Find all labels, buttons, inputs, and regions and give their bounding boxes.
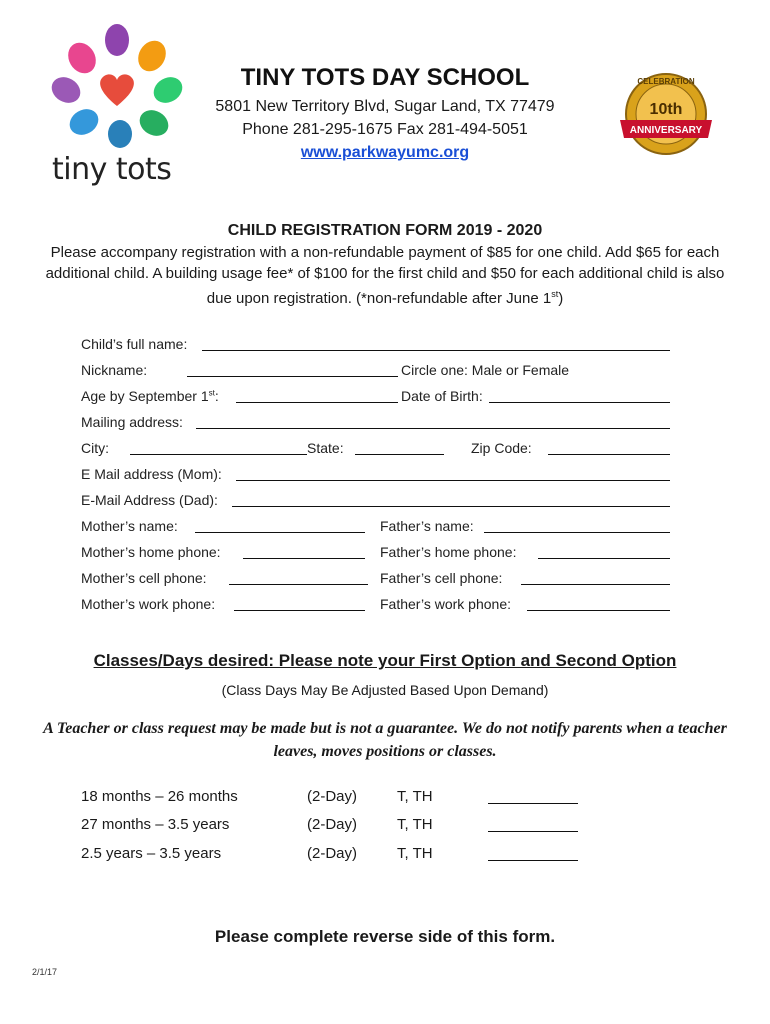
mother-name-label: Mother’s name: [81,518,178,534]
school-address: 5801 New Territory Blvd, Sugar Land, TX 77479 [215,98,555,115]
classes-subheading: (Class Days May Be Adjusted Based Upon Demand) [221,682,549,698]
logo-text: tiny tots [52,152,172,187]
teacher-request-note: A Teacher or class request may be made but is not a guarantee. We do not notify parents when a teacher leaves, moves positions or classes. [43,720,727,760]
age-field[interactable] [236,402,398,403]
class-schedule: T, TH [397,788,433,805]
mother-work-phone-label: Mother’s work phone: [81,596,216,612]
child-name-field[interactable] [202,350,670,351]
email-mom-field[interactable] [236,480,670,481]
email-dad-label: E-Mail Address (Dad): [81,492,218,508]
class-days: (2-Day) [307,845,358,862]
zip-label: Zip Code: [471,440,532,456]
classes-heading: Classes/Days desired: Please note your First Option and Second Option [93,651,677,670]
state-field[interactable] [355,454,444,455]
website-link[interactable]: www.parkwayumc.org [300,144,470,161]
father-name-field[interactable] [484,532,670,533]
city-field[interactable] [130,454,307,455]
father-cell-phone-label: Father’s cell phone: [380,570,503,586]
form-title: CHILD REGISTRATION FORM 2019 - 2020 [227,222,543,239]
mother-name-field[interactable] [195,532,365,533]
class-days: (2-Day) [307,816,358,833]
class-age-range: 27 months – 3.5 years [81,816,230,833]
gender-label: Circle one: Male or Female [401,362,570,378]
badge-bottom-text: ANNIVERSARY [629,125,703,136]
school-name: TINY TOTS DAY SCHOOL [240,64,530,91]
reverse-side-note: Please complete reverse side of this form. [214,927,556,946]
father-home-phone-field[interactable] [538,558,670,559]
father-cell-phone-field[interactable] [521,584,670,585]
email-dad-field[interactable] [232,506,670,507]
heart-icon [100,74,134,106]
class-option-field[interactable] [488,831,578,832]
father-home-phone-label: Father’s home phone: [380,544,517,560]
dob-field[interactable] [489,402,670,403]
badge-main-text: 10th [649,101,683,118]
intro-paragraph: Please accompany registration with a non-refundable payment of $85 for one child. Add $65 for each additional child. A building usage fee* of $100 for the first child and $50 for each additional child is also due upon registration. (*non-refundable after June 1st) [45,244,725,307]
father-work-phone-label: Father’s work phone: [380,596,511,612]
state-label: State: [307,440,344,456]
zip-field[interactable] [548,454,670,455]
class-schedule: T, TH [397,845,433,862]
mother-home-phone-field[interactable] [243,558,365,559]
mailing-address-label: Mailing address: [81,414,183,430]
age-label: Age by September 1st: [81,388,219,404]
father-work-phone-field[interactable] [527,610,670,611]
dob-label: Date of Birth: [401,388,483,404]
class-schedule: T, TH [397,816,433,833]
mother-cell-phone-field[interactable] [229,584,368,585]
nickname-label: Nickname: [81,362,148,378]
mother-work-phone-field[interactable] [234,610,365,611]
badge-top-text: CELEBRATION [637,77,695,86]
class-days: (2-Day) [307,788,358,805]
father-name-label: Father’s name: [380,518,474,534]
footer-date: 2/1/17 [32,967,58,977]
email-mom-label: E Mail address (Mom): [81,466,222,482]
class-age-range: 18 months – 26 months [81,788,238,805]
mother-home-phone-label: Mother’s home phone: [81,544,221,560]
city-label: City: [81,440,109,456]
mother-cell-phone-label: Mother’s cell phone: [81,570,207,586]
school-phone: Phone 281-295-1675 Fax 281-494-5051 [242,121,528,138]
class-option-field[interactable] [488,803,578,804]
class-option-field[interactable] [488,860,578,861]
child-name-label: Child’s full name: [81,336,188,352]
mailing-address-field[interactable] [196,428,670,429]
class-age-range: 2.5 years – 3.5 years [81,845,222,862]
anniversary-badge-icon [618,66,714,162]
nickname-field[interactable] [187,376,398,377]
